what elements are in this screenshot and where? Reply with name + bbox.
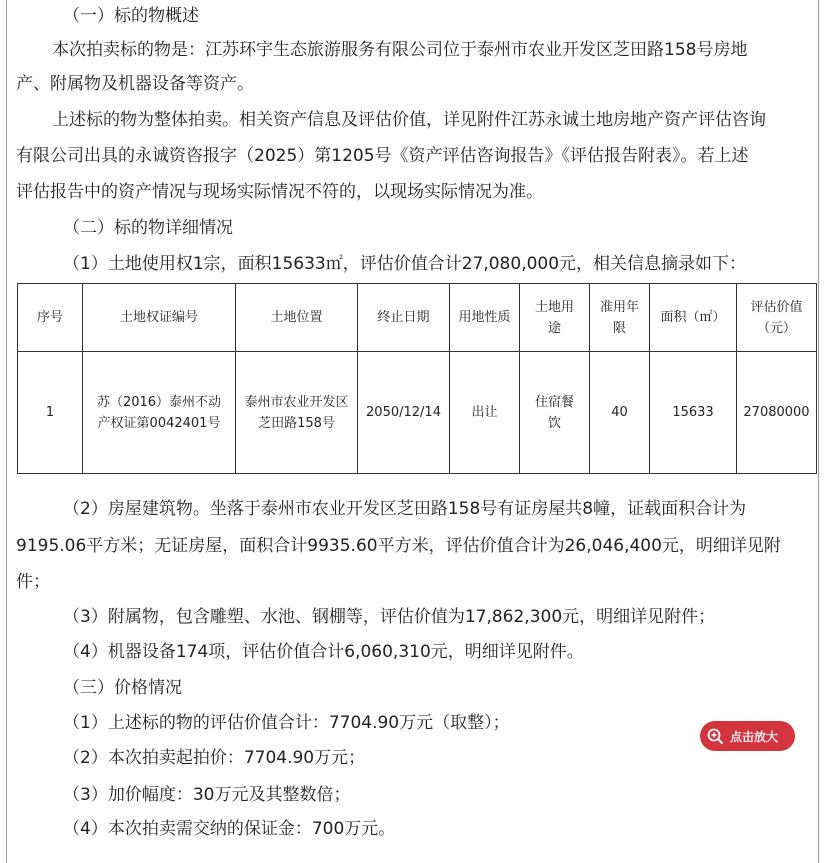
- attachments-item: （3）附属物，包含雕塑、水池、钢棚等，评估价值为17,862,300元，明细详见附件；: [63, 607, 716, 627]
- table-cell: 2050/12/14: [358, 352, 450, 474]
- header-cell: 土地用途: [520, 284, 590, 352]
- table-cell: 15633: [650, 352, 737, 474]
- price-item-2: （2）本次拍卖起拍价：7704.90万元；: [63, 748, 366, 768]
- section1-heading: （一）标的物概述: [63, 6, 199, 26]
- section2-heading: （二）标的物详细情况: [63, 218, 233, 238]
- header-cell: 土地位置: [236, 284, 358, 352]
- buildings-item-line1: （2）房屋建筑物。坐落于泰州市农业开发区芝田路158号有证房屋共8幢，证载面积合计为: [63, 499, 747, 519]
- header-cell: 土地权证编号: [83, 284, 236, 352]
- section1-para1-line2: 产、附属物及机器设备等资产。: [16, 74, 254, 94]
- table-cell: 苏（2016）泰州不动产权证第0042401号: [83, 352, 236, 474]
- table-cell: 住宿餐饮: [520, 352, 590, 474]
- table-cell: 泰州市农业开发区芝田路158号: [236, 352, 358, 474]
- buildings-item-line3: 件；: [16, 572, 50, 592]
- land-use-right-item: （1）土地使用权1宗，面积15633㎡，评估价值合计27,080,000元，相关信息摘录如下：: [63, 254, 747, 274]
- table-cell: 27080000: [737, 352, 817, 474]
- zoom-in-label: 点击放大: [730, 729, 779, 744]
- section1-para2-line3: 评估报告中的资产情况与现场实际情况不符的，以现场实际情况为准。: [16, 182, 543, 202]
- section1-para1-line1: 本次拍卖标的物是：江苏环宇生态旅游服务有限公司位于泰州市农业开发区芝田路158号房地: [52, 40, 748, 60]
- table-cell: 1: [18, 352, 83, 474]
- section1-para2-line1: 上述标的物为整体拍卖。相关资产信息及评估价值，详见附件江苏永诚土地房地产资产评估咨询: [52, 110, 766, 130]
- table-cell: 出让: [450, 352, 520, 474]
- zoom-in-button[interactable]: [700, 721, 795, 751]
- header-cell: 评估价值（元）: [737, 284, 817, 352]
- buildings-item-line2: 9195.06平方米；无证房屋，面积合计9935.60平方米，评估价值合计为26,046,400元，明细详见附: [16, 536, 781, 556]
- header-cell: 序号: [18, 284, 83, 352]
- section3-heading: （三）价格情况: [63, 678, 182, 698]
- table-cell: 40: [590, 352, 650, 474]
- section1-para2-line2: 有限公司出具的永诚资咨报字（2025）第1205号《资产评估咨询报告》《评估报告附表》。若上述: [16, 146, 749, 166]
- price-item-3: （3）加价幅度：30万元及其整数倍；: [63, 785, 351, 805]
- price-item-4: （4）本次拍卖需交纳的保证金：700万元。: [63, 819, 396, 839]
- header-cell: 面积（㎡）: [650, 284, 737, 352]
- price-item-1: （1）上述标的物的评估价值合计：7704.90万元（取整）；: [63, 713, 510, 733]
- table-header-row: [18, 284, 817, 352]
- header-cell: 终止日期: [358, 284, 450, 352]
- header-cell: 用地性质: [450, 284, 520, 352]
- table-row: [18, 352, 817, 474]
- machinery-item: （4）机器设备174项，评估价值合计6,060,310元，明细详见附件。: [63, 642, 584, 662]
- land-table: [17, 283, 817, 474]
- header-cell: 准用年限: [590, 284, 650, 352]
- zoom-in-icon: [706, 727, 724, 745]
